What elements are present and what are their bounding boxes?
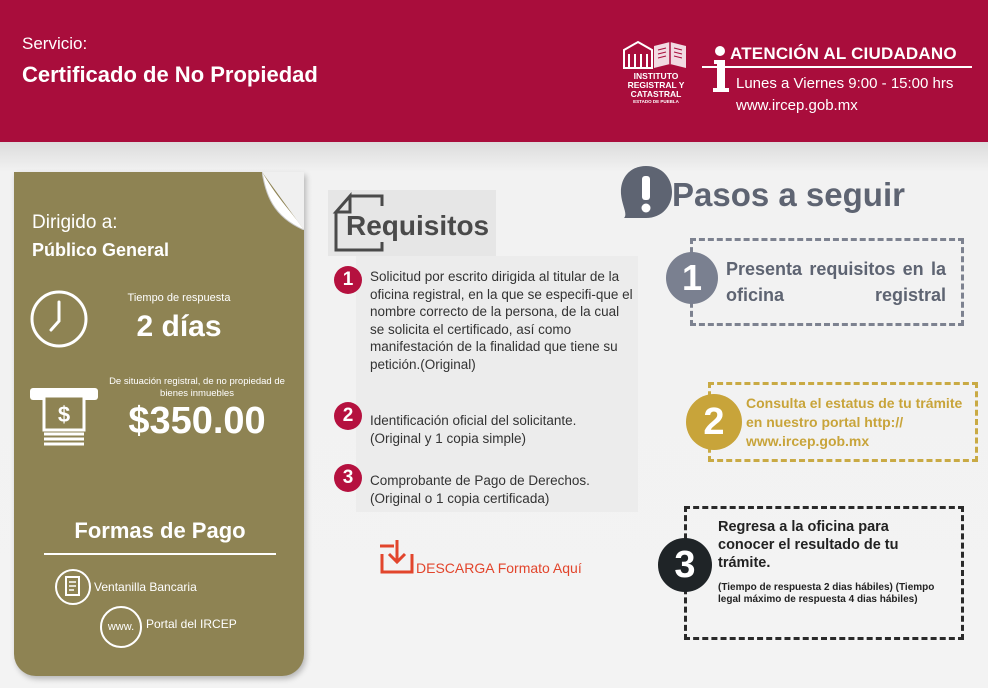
- price-value: $350.00: [128, 400, 266, 442]
- payment-divider: [44, 553, 276, 555]
- logo-text: INSTITUTO REGISTRAL Y CATASTRAL ESTADO DE PUEBLA: [627, 71, 685, 104]
- service-info-card: [14, 172, 304, 676]
- service-label: Servicio:: [22, 34, 88, 53]
- download-icon[interactable]: [376, 536, 420, 576]
- header-banner: [0, 0, 988, 142]
- step-text-2: Consulta el estatus de tu trámite en nuestro portal http:// www.ircep.gob.mx: [746, 395, 963, 449]
- requirement-number-3: 3: [334, 464, 362, 492]
- requirement-item-1: Solicitud por escrito dirigida al titular de la oficina registral, en la que se especifi-que el nombre correcto de la persona, de la cual se solicita el certificado, así como manifestación de la finalidad que tiene su petición.(Original): [370, 269, 633, 372]
- requirement-number-2: 2: [334, 402, 362, 430]
- step-number-3: 3: [658, 538, 712, 592]
- steps-title: Pasos a seguir: [672, 176, 905, 213]
- response-time-label: Tiempo de respuesta: [127, 292, 231, 304]
- svg-text:$: $: [57, 402, 71, 427]
- step-number-2: 2: [686, 394, 742, 450]
- payment-item-bank: Ventanilla Bancaria: [94, 580, 197, 594]
- clock-icon: [28, 288, 90, 350]
- step-text-3: Regresa a la oficina para conocer el resultado de tu trámite.: [718, 519, 899, 571]
- requirement-number-1: 1: [334, 266, 362, 294]
- download-form-link[interactable]: DESCARGA Formato Aquí: [416, 560, 582, 576]
- attention-title: ATENCIÓN AL CIUDADANO: [730, 44, 957, 63]
- document-icon: [54, 568, 92, 606]
- payment-methods-title: Formas de Pago: [74, 518, 246, 543]
- ircep-logo: [618, 38, 694, 118]
- price-label: De situación registral, de no propiedad de bienes inmuebles: [109, 376, 285, 399]
- directed-label: Dirigido a:: [32, 212, 118, 233]
- attention-divider: [702, 66, 972, 68]
- attention-hours: Lunes a Viernes 9:00 - 15:00 hrs: [736, 75, 954, 92]
- logo-building-icon: [618, 38, 694, 72]
- attention-website[interactable]: www.ircep.gob.mx: [736, 97, 858, 114]
- payment-item-portal: Portal del IRCEP: [146, 617, 237, 631]
- requirements-title: Requisitos: [346, 210, 490, 241]
- response-time-value: 2 días: [136, 310, 222, 343]
- step-number-1: 1: [666, 252, 718, 304]
- requirement-item-2: Identificación oficial del solicitante. (Original y 1 copia simple): [370, 413, 577, 446]
- requirement-item-3: Comprobante de Pago de Derechos. (Original o 1 copia certificada): [370, 473, 590, 506]
- cash-register-icon: [24, 382, 104, 448]
- exclamation-icon: [618, 164, 674, 220]
- step-note-3: (Tiempo de respuesta 2 dias hábiles) (Tiempo legal máximo de respuesta 4 dias hábiles): [718, 582, 935, 605]
- www-icon: www.: [100, 606, 142, 648]
- service-title: Certificado de No Propiedad: [22, 62, 318, 87]
- step-text-1: Presenta requisitos en la oficina registral: [726, 259, 946, 305]
- page-fold-decoration: [262, 172, 304, 230]
- directed-value: Público General: [32, 240, 170, 260]
